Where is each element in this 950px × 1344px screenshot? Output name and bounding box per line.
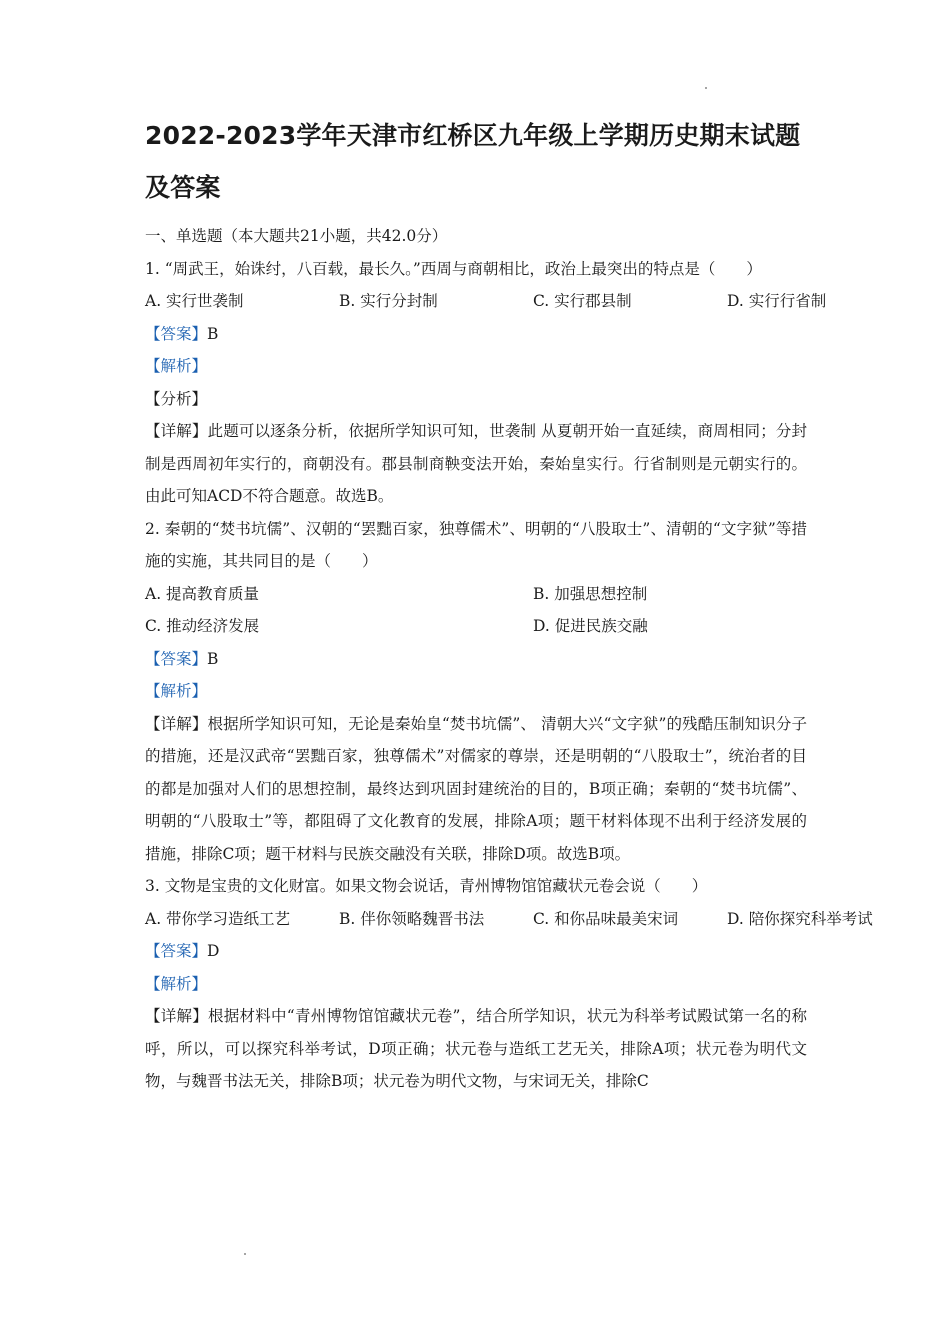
detail-text: 根据所学知识可知，无论是秦始皇“焚书坑儒”、 清朝大兴“文字狱”的残酷压制知识分子的措施，还是汉武帝“罢黜百家，独尊儒术”对儒家的尊崇，还是明朝的“八股取士”，统治者的目的都是加强对人们的思想控制，最终达到巩固封建统治的目的，B项正确；秦朝的“焚书坑儒”、明朝的“八股取士”等，都阻碍了文化教育的发展，排除A项；题干材料体现不出利于经济发展的措施，排除C项；题干材料与民族交融没有关联，排除D项。故选B项。 [145,714,807,863]
option-a: A. 实行世袭制 [145,292,244,310]
answer-tag: 【答案】 [145,324,208,343]
question-stem: 3. 文物是宝贵的文化财富。如果文物会说话，青州博物馆馆藏状元卷会说（ ） [145,877,708,895]
detail-paragraph [145,415,807,513]
question-stem: 1. “周武王，始诛纣，八百载，最长久。”西周与商朝相比，政治上最突出的特点是（ ） [145,259,762,278]
question-options [145,285,827,318]
detail-tag: 【详解】 [145,1007,209,1025]
detail-paragraph [145,708,807,871]
document-body [145,110,873,1098]
answer-line [145,318,807,351]
answer-value: B [207,649,219,668]
detail-text: 此题可以逐条分析，依据所学知识可知，世袭制 从夏朝开始一直延续，商周相同；分封制是西周初年实行的，商朝没有。郡县制商鞅变法开始，秦始皇实行。行省制则是元朝实行的。由此可知ACD不符合题意。故选B。 [145,422,807,505]
question-options [145,903,873,936]
scan-dot [705,87,707,89]
section-heading: 一、单选题（本大题共21小题，共42.0分） [145,227,448,245]
detail-tag: 【详解】 [145,422,208,440]
option-d: D. 促进民族交融 [533,617,648,635]
answer-tag: 【答案】 [145,942,208,960]
option-a: A. 提高教育质量 [145,584,260,603]
scan-dot [244,1253,246,1255]
answer-value: B [207,324,219,343]
document-title: 2022-2023学年天津市红桥区九年级上学期历史期末试题及答案 [145,121,801,202]
option-a: A. 带你学习造纸工艺 [145,909,291,928]
answer-line [145,643,807,676]
option-c: C. 和你品味最美宋词 [533,909,679,928]
analysis-tag: 【解析】 [145,357,208,375]
answer-line [145,935,807,968]
detail-tag: 【详解】 [145,714,208,733]
question-options [145,578,807,643]
detail-text: 根据材料中“青州博物馆馆藏状元卷”，结合所学知识，状元为科举考试殿试第一名的称呼，所以，可以探究科举考试，D项正确；状元卷与造纸工艺无关，排除A项；状元卷为明代文物，与魏晋书法无关，排除B项；状元卷为明代文物，与宋词无关，排除C [145,1007,807,1090]
option-c: C. 推动经济发展 [145,617,260,635]
option-b: B. 伴你领略魏晋书法 [339,909,485,928]
analysis-tag: 【解析】 [145,974,208,993]
analysis-tag: 【解析】 [145,682,208,700]
option-b: B. 实行分封制 [339,292,438,310]
option-d: D. 陪你探究科举考试 [727,909,873,928]
option-b: B. 加强思想控制 [533,584,648,603]
detail-paragraph [145,1000,807,1098]
question-stem: 2. 秦朝的“焚书坑儒”、汉朝的“罢黜百家，独尊儒术”、明朝的“八股取士”、清朝的“文字狱”等措施的实施，其共同目的是（ ） [145,519,807,570]
option-c: C. 实行郡县制 [533,292,632,310]
fenxi-tag: 【分析】 [145,389,208,408]
answer-tag: 【答案】 [145,649,208,668]
option-d: D. 实行行省制 [727,292,827,310]
answer-value: D [207,942,220,960]
